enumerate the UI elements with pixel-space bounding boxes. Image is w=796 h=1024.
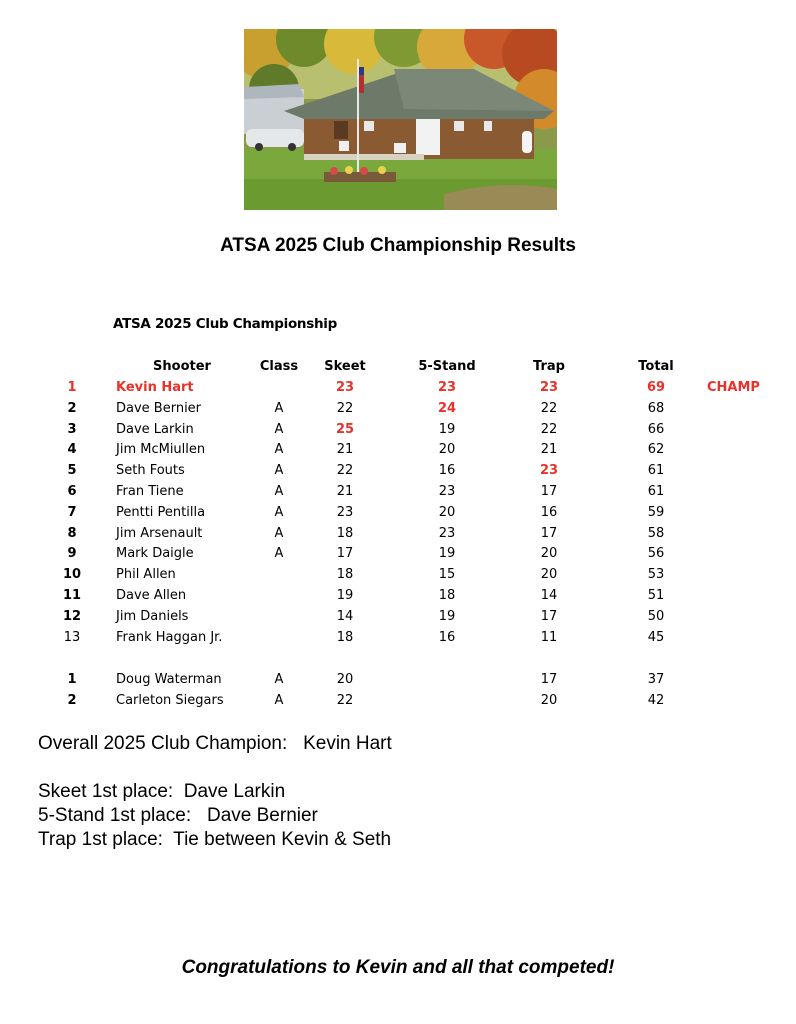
cell-class: A bbox=[274, 692, 284, 708]
header-five-stand: 5-Stand bbox=[418, 359, 476, 374]
header-total: Total bbox=[638, 359, 674, 374]
cell-five-stand: 18 bbox=[438, 588, 456, 603]
cell-trap: 20 bbox=[540, 546, 558, 562]
cell-trap: 17 bbox=[540, 525, 558, 541]
cell-skeet: 25 bbox=[335, 421, 355, 437]
cell-shooter: Seth Fouts bbox=[116, 463, 185, 479]
header-skeet: Skeet bbox=[324, 359, 366, 374]
cell-skeet: 21 bbox=[336, 442, 354, 458]
cell-rank: 7 bbox=[67, 504, 77, 520]
cell-five-stand: 20 bbox=[438, 504, 456, 520]
cell-trap: 16 bbox=[540, 504, 558, 520]
cell-skeet: 14 bbox=[336, 608, 354, 624]
cell-total: 50 bbox=[647, 608, 665, 624]
cell-rank: 9 bbox=[67, 546, 77, 562]
header-trap: Trap bbox=[533, 359, 565, 374]
cell-trap: 17 bbox=[540, 608, 558, 624]
cell-class: A bbox=[274, 484, 284, 499]
cell-skeet: 19 bbox=[336, 588, 354, 603]
cell-trap: 17 bbox=[540, 484, 558, 499]
cell-trap: 22 bbox=[540, 421, 558, 437]
header-class: Class bbox=[259, 359, 299, 374]
cell-total: 61 bbox=[647, 463, 665, 479]
cell-five-stand: 23 bbox=[438, 525, 456, 541]
cell-five-stand: 19 bbox=[438, 546, 456, 562]
cell-shooter: Jim Arsenault bbox=[116, 525, 203, 541]
cell-shooter: Frank Haggan Jr. bbox=[116, 629, 223, 645]
cell-trap: 21 bbox=[540, 442, 558, 458]
cell-total: 45 bbox=[647, 629, 665, 645]
cell-skeet: 22 bbox=[336, 400, 354, 416]
cell-shooter: Phil Allen bbox=[116, 567, 176, 583]
cell-total: 56 bbox=[647, 546, 665, 562]
cell-rank: 1 bbox=[67, 672, 77, 687]
cell-skeet: 17 bbox=[336, 546, 354, 562]
cell-skeet: 21 bbox=[336, 484, 354, 499]
cell-rank: 3 bbox=[67, 421, 77, 437]
cell-class: A bbox=[274, 546, 284, 562]
cell-shooter: Pentti Pentilla bbox=[116, 504, 206, 520]
cell-class: A bbox=[274, 504, 284, 520]
cell-skeet: 18 bbox=[336, 525, 354, 541]
cell-skeet: 18 bbox=[336, 567, 354, 583]
cell-class: A bbox=[274, 672, 284, 687]
cell-rank: 10 bbox=[62, 567, 82, 583]
cell-skeet: 23 bbox=[336, 504, 354, 520]
cell-trap: 23 bbox=[539, 463, 559, 479]
cell-shooter: Carleton Siegars bbox=[116, 692, 224, 708]
cell-shooter: Fran Tiene bbox=[116, 484, 184, 499]
cell-total: 59 bbox=[647, 504, 665, 520]
cell-shooter: Jim Daniels bbox=[116, 608, 189, 624]
cell-skeet: 22 bbox=[336, 692, 354, 708]
cell-rank: 2 bbox=[67, 400, 77, 416]
cell-five-stand: 23 bbox=[438, 484, 456, 499]
five-stand-first-place: 5-Stand 1st place: Dave Bernier bbox=[38, 805, 318, 826]
cell-total: 68 bbox=[647, 400, 665, 416]
cell-total: 51 bbox=[647, 588, 665, 603]
cell-five-stand: 19 bbox=[438, 421, 456, 437]
cell-trap: 22 bbox=[540, 400, 558, 416]
congratulations-message: Congratulations to Kevin and all that competed! bbox=[181, 957, 615, 978]
cell-skeet: 18 bbox=[336, 629, 354, 645]
cell-total: 69 bbox=[646, 380, 666, 395]
cell-five-stand: 24 bbox=[437, 400, 457, 416]
cell-five-stand: 15 bbox=[438, 567, 456, 583]
cell-rank: 8 bbox=[67, 525, 77, 541]
cell-five-stand: 19 bbox=[438, 608, 456, 624]
cell-five-stand: 23 bbox=[437, 380, 457, 395]
cell-total: 58 bbox=[647, 525, 665, 541]
cell-trap: 14 bbox=[540, 588, 558, 603]
cell-total: 62 bbox=[647, 442, 665, 458]
cell-class: A bbox=[274, 400, 284, 416]
cell-rank: 6 bbox=[67, 484, 77, 499]
trap-first-place: Trap 1st place: Tie between Kevin & Seth bbox=[38, 829, 392, 850]
cell-total: 37 bbox=[647, 672, 665, 687]
cell-class: A bbox=[274, 442, 284, 458]
cell-rank: 2 bbox=[67, 692, 77, 708]
cell-shooter: Doug Waterman bbox=[116, 672, 222, 687]
cell-shooter: Jim McMiullen bbox=[116, 442, 206, 458]
cell-shooter: Kevin Hart bbox=[116, 380, 194, 395]
page-title: ATSA 2025 Club Championship Results bbox=[220, 235, 576, 256]
cell-total: 53 bbox=[647, 567, 665, 583]
cell-skeet: 22 bbox=[336, 463, 354, 479]
cell-five-stand: 16 bbox=[438, 463, 456, 479]
cell-trap: 17 bbox=[540, 672, 558, 687]
cell-shooter: Dave Bernier bbox=[116, 400, 202, 416]
cell-rank: 11 bbox=[62, 588, 82, 603]
cell-trap: 23 bbox=[539, 380, 559, 395]
cell-class: A bbox=[274, 421, 284, 437]
cell-class: A bbox=[274, 525, 284, 541]
cell-rank: 4 bbox=[67, 442, 77, 458]
cell-five-stand: 16 bbox=[438, 629, 456, 645]
cell-class: A bbox=[274, 463, 284, 479]
cell-total: 66 bbox=[647, 421, 665, 437]
cell-rank: 5 bbox=[67, 463, 77, 479]
cell-skeet: 20 bbox=[336, 672, 354, 687]
cell-trap: 20 bbox=[540, 567, 558, 583]
cell-shooter: Dave Allen bbox=[116, 588, 187, 603]
cell-shooter: Dave Larkin bbox=[116, 421, 194, 437]
overall-champion: Overall 2025 Club Champion: Kevin Hart bbox=[38, 733, 392, 754]
cell-trap: 20 bbox=[540, 692, 558, 708]
cell-trap: 11 bbox=[540, 629, 558, 645]
cell-total: 61 bbox=[647, 484, 665, 499]
cell-five-stand: 20 bbox=[438, 442, 456, 458]
cell-note: CHAMP bbox=[707, 380, 760, 395]
cell-skeet: 23 bbox=[335, 380, 355, 395]
cell-total: 42 bbox=[647, 692, 665, 708]
skeet-first-place: Skeet 1st place: Dave Larkin bbox=[38, 781, 286, 802]
cell-rank: 12 bbox=[62, 608, 82, 624]
cell-rank: 13 bbox=[63, 629, 81, 645]
header-shooter: Shooter bbox=[153, 359, 211, 374]
table-title: ATSA 2025 Club Championship bbox=[113, 316, 337, 332]
cell-shooter: Mark Daigle bbox=[116, 546, 194, 562]
cell-rank: 1 bbox=[67, 380, 77, 395]
